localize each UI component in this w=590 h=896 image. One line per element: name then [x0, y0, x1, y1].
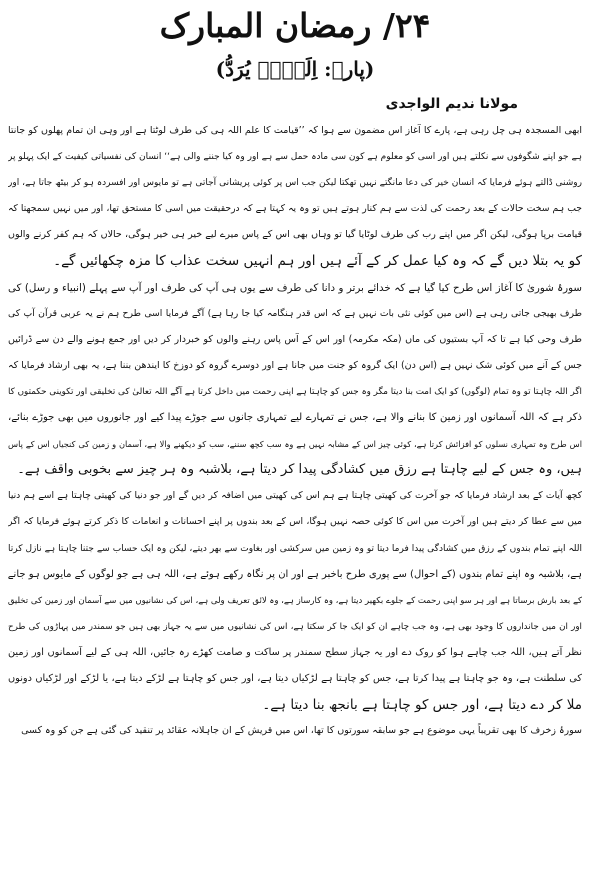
text-line: اللہ اپنے تمام بندوں کے رزق میں کشادگی پیدا فرما دیتا تو وہ زمین میں سرکشی اور بغاوت سے بھر دیتے، لیکن وہ ایک حساب سے جتنا چاہتا ہے نازل کرتا	[8, 543, 582, 554]
text-line: اور ان میں جانداروں کا وجود بھی ہے، وہ جب چاہے ان کو ایک جا کر سکتا ہے، اس کی نشانیوں میں سے یہ جہاز بھی ہیں جو سمندر میں پہاڑوں کی طرح	[8, 621, 582, 632]
text-line: روشنی ڈالتے ہوئے فرمایا کہ انسان خیر کی دعا مانگتے نہیں تھکتا لیکن جب اس پر کوئی پریشانی آجاتی ہے تو مایوس اور افسردہ ہو کر بیٹھ جاتا ہے، اور	[8, 178, 582, 189]
text-line: کو یہ بتلا دیں گے کہ وہ کیا عمل کر کے آئے ہیں اور ہم انہیں سخت عذاب کا مزہ چکھائیں گے۔	[53, 253, 582, 270]
text-line: ابھی المسجدہ ہی چل رہی ہے، پارے کا آغاز اس مضمون سے ہوا کہ ’’قیامت کا علم اللہ ہی کی طرف لوٹتا ہے اور وہی ان تمام پھلوں کو جانتا	[8, 125, 582, 136]
author-name: مولانا ندیم الواجدی	[385, 96, 518, 112]
text-line: کی سلطنت ہے، وہ جو چاہتا ہے پیدا کرتا ہے، جس کو چاہتا ہے لڑکیاں دیتا ہے، اور جس کو چاہتا ہے لڑکے دیتا ہے، یا لڑکے اور لڑکیاں دونوں	[8, 672, 582, 684]
text-line: اس طرح وہ تمہاری نسلوں کو افزائش کرتا ہے، کوئی چیز اس کے مشابہ نہیں ہے وہ سب کچھ سننے، سب کو دیکھنے والا ہے، آسمان و زمین کی کنجیاں اس کے پاس	[8, 439, 582, 450]
text-line: سورۂ شوریٰ کا آغاز اس طرح کیا گیا ہے کہ خدائے برتر و دانا کی طرف سے یوں ہی آپ کی طرف اور آپ سے پہلے (انبیاء و رسل) کی	[8, 281, 582, 294]
text-line: قیامت برپا ہوگی، لیکن اگر میں اپنے رب کی طرف لوٹایا گیا تو وہاں بھی اس کے پاس میرے لیے خیر ہی خیر ہوگی، حالاں کہ ہم کفر کرنے والوں	[8, 229, 582, 241]
para-subtitle: (پارہ: اِلَیۡہِ یُرَدُّ)	[215, 57, 375, 81]
text-line: ہے جو اپنے شگوفوں سے نکلتے ہیں اور اسی کو معلوم ہے کون سی مادہ حمل سے ہے اور وہ کیا جننے والی ہے‘‘ انسان کی نفسیاتی کیفیت کے ایک پہلو پر	[8, 152, 582, 163]
text-line: اگر اللہ چاہتا تو وہ تمام (لوگوں) کو ایک امت بنا دیتا مگر وہ جس کو چاہتا ہے اپنی رحمت میں داخل کرتا ہے آگے اللہ تعالیٰ کی تخلیقی اور تکوینی حکمتوں کا	[8, 386, 582, 397]
article-paragraph	[8, 483, 582, 718]
text-line: کچھ آیات کے بعد ارشاد فرمایا کہ جو آخرت کی کھیتی چاہتا ہے ہم اس کی کھیتی میں اضافہ کر دیں گے اور جو دنیا کی کھیتی چاہتا ہے اسے ہم دنیا	[8, 490, 582, 502]
article-body	[0, 118, 590, 744]
article-paragraph	[8, 718, 582, 744]
text-line: طرف بھیجی جاتی رہی ہے (اس میں کوئی نئی بات نہیں ہے کہ اس قدر ہنگامہ کیا جا رہا ہے) آگے فرمایا اسی طرح ہم نے یہ عربی قرآن آپ کی	[8, 307, 582, 319]
text-line: ملا کر دے دیتا ہے، اور جس کو چاہتا ہے بانجھ بنا دیتا ہے۔	[262, 697, 582, 714]
text-line: ذکر ہے کہ اللہ آسمانوں اور زمین کا بنانے والا ہے، جس نے تمہارے لیے تمہاری جانوں سے جوڑے پیدا کیے اور جانوروں میں بھی جوڑے بنائے،	[8, 412, 582, 424]
text-line: نظر آتے ہیں، اللہ جب چاہے ہوا کو روک دے اور یہ جہاز سطح سمندر پر ساکت و صامت کھڑے رہ جائیں، اللہ ہی کے لیے آسمانوں اور زمین	[8, 646, 582, 658]
text-line: ہیں، وہ جس کے لیے چاہتا ہے رزق میں کشادگی پیدا کر دیتا ہے، بلاشبہ وہ ہر چیز سے بخوبی واقف ہے۔	[17, 462, 582, 478]
text-line: ہے، بلاشبہ وہ اپنے تمام بندوں (کے احوال) سے پوری طرح باخبر ہے اور ان پر نگاہ رکھے ہوئے ہے، اللہ ہی ہے جو لوگوں کے مایوس ہو جانے	[8, 568, 582, 580]
article-paragraph	[8, 118, 582, 275]
page-title: ۲۴/ رمضان المبارک	[159, 6, 431, 45]
text-line: جب ہم سخت حالات کے بعد رحمت کی لذت سے ہم کنار ہوتے ہیں تو وہ یہ کہتا ہے کہ درحقیقت میں اسی کا مستحق تھا، اور میں نہیں سمجھتا کہ	[8, 203, 582, 215]
text-line: جس کے آنے میں کوئی شک نہیں ہے (اس دن) ایک گروہ کو جنت میں جانا ہے اور دوسرے گروہ کو دوزخ کا ایندھن بننا ہے، یہ بھی ارشاد فرمایا کہ	[8, 359, 582, 371]
text-line: میں سے عطا کر دیتے ہیں اور آخرت میں اس کا کوئی حصہ نہیں ہوگا، اس کے بعد بندوں پر اپنے احسانات و انعامات کا ذکر کرتے ہوئے فرمایا کہ اگر	[8, 516, 582, 528]
text-line: سورۂ زخرف کا بھی تقریباً یہی موضوع ہے جو سابقہ سورتوں کا تھا، اس میں قریش کے ان جاہلانہ عقائد پر تنقید کی گئی ہے جن کو وہ کسی	[21, 725, 582, 737]
text-line: طرف وحی کیا ہے تا کہ آپ بستیوں کی ماں (مکہ مکرمہ) اور اس کے آس پاس رہنے والوں کو خبردار کر دیں اور جمع ہونے والے دن سے ڈرائیں	[8, 333, 582, 345]
article-paragraph	[8, 275, 582, 484]
text-line: کے بعد بارش برساتا ہے اور ہر سو اپنی رحمت کے جلوے بکھیر دیتا ہے، وہ کارساز ہے، وہ لائق تعریف ولی ہے، اس کی نشانیوں میں سے آسمان اور زمین کی تخلیق	[8, 595, 582, 606]
